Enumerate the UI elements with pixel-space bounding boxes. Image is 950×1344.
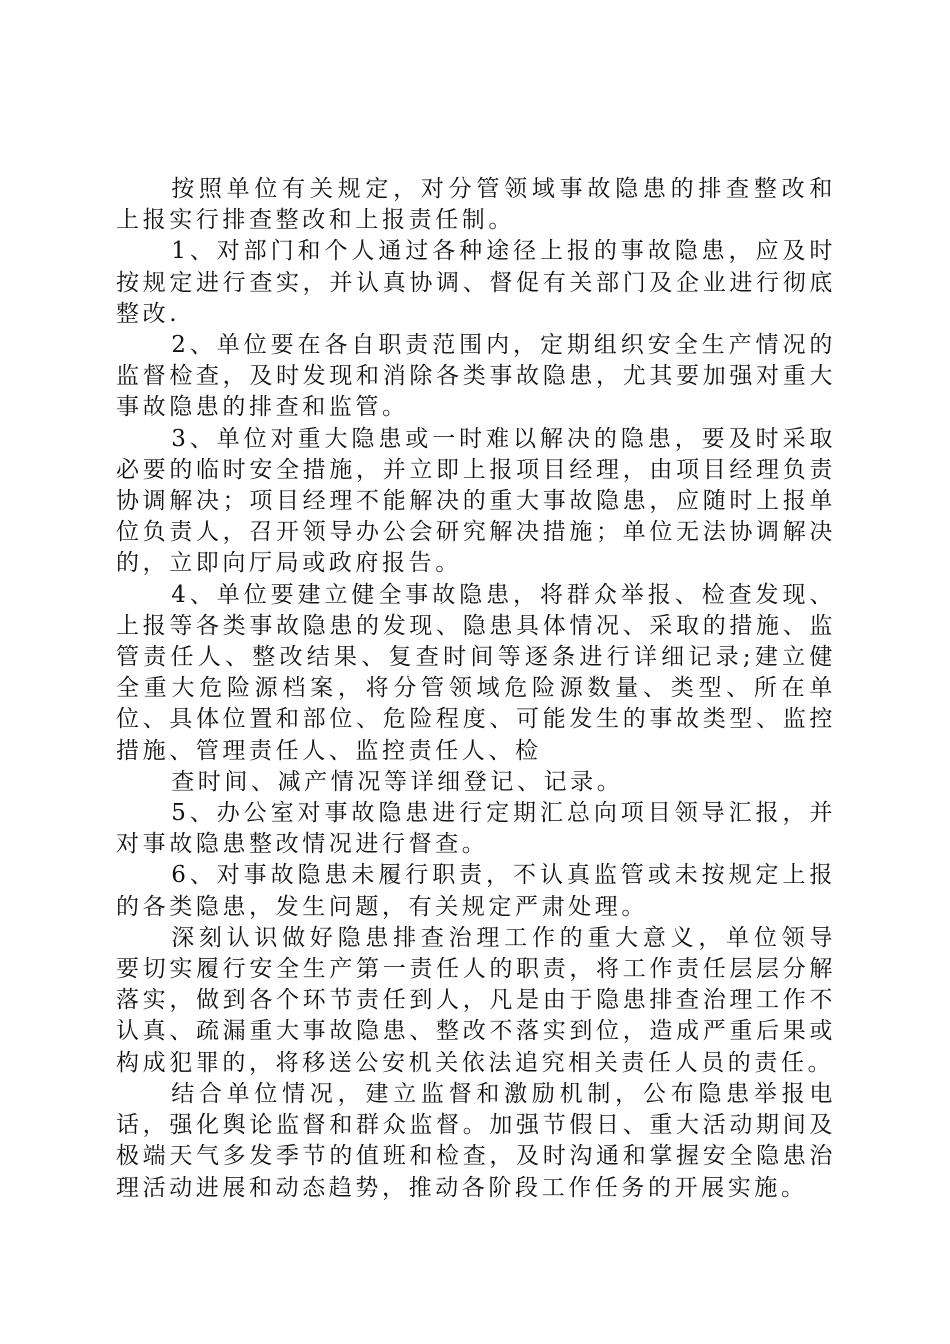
paragraph-item-1: 1、对部门和个人通过各种途径上报的事故隐患，应及时按规定进行查实，并认真协调、督促有关部门及企业进行彻底整改.	[116, 238, 836, 327]
paragraph-intro: 按照单位有关规定，对分管领域事故隐患的排查整改和上报实行排查整改和上报责任制。	[116, 176, 836, 234]
paragraph-item-6: 6、对事故隐患未履行职责，不认真监管或未按规定上报的各类隐患，发生问题，有关规定严肃处理。	[116, 862, 836, 920]
paragraph-mechanism: 结合单位情况，建立监督和激励机制，公布隐患举报电话，强化舆论监督和群众监督。加强节假日、重大活动期间及极端天气多发季节的值班和检查，及时沟通和掌握安全隐患治理活动进展和动态趋势，推动各阶段工作任务的开展实施。	[116, 1080, 836, 1201]
paragraph-item-5: 5、办公室对事故隐患进行定期汇总向项目领导汇报，并对事故隐患整改情况进行督查。	[116, 800, 836, 858]
paragraph-item-4: 4、单位要建立健全事故隐患，将群众举报、检查发现、上报等各类事故隐患的发现、隐患具体情况、采取的措施、监管责任人、整改结果、复查时间等逐条进行详细记录;建立健全重大危险源档案，将分管领域危险源数量、类型、所在单位、具体位置和部位、危险程度、可能发生的事故类型、监控措施、管理责任人、监控责任人、检	[116, 581, 836, 764]
paragraph-item-2: 2、单位要在各自职责范围内，定期组织安全生产情况的监督检查，及时发现和消除各类事故隐患，尤其要加强对重大事故隐患的排查和监管。	[116, 332, 836, 421]
paragraph-significance: 深刻认识做好隐患排查治理工作的重大意义，单位领导要切实履行安全生产第一责任人的职责，将工作责任层层分解落实，做到各个环节责任到人，凡是由于隐患排查治理工作不认真、疏漏重大事故隐患、整改不落实到位，造成严重后果或构成犯罪的，将移送公安机关依法追究相关责任人员的责任。	[116, 924, 836, 1076]
paragraph-item-3: 3、单位对重大隐患或一时难以解决的隐患，要及时采取必要的临时安全措施，并立即上报项目经理，由项目经理负责协调解决；项目经理不能解决的重大事故隐患，应随时上报单位负责人，召开领导办公会研究解决措施；单位无法协调解决的，立即向厅局或政府报告。	[116, 425, 836, 577]
paragraph-item-4-continued: 查时间、减产情况等详细登记、记录。	[171, 768, 624, 795]
document-body	[116, 174, 836, 1204]
